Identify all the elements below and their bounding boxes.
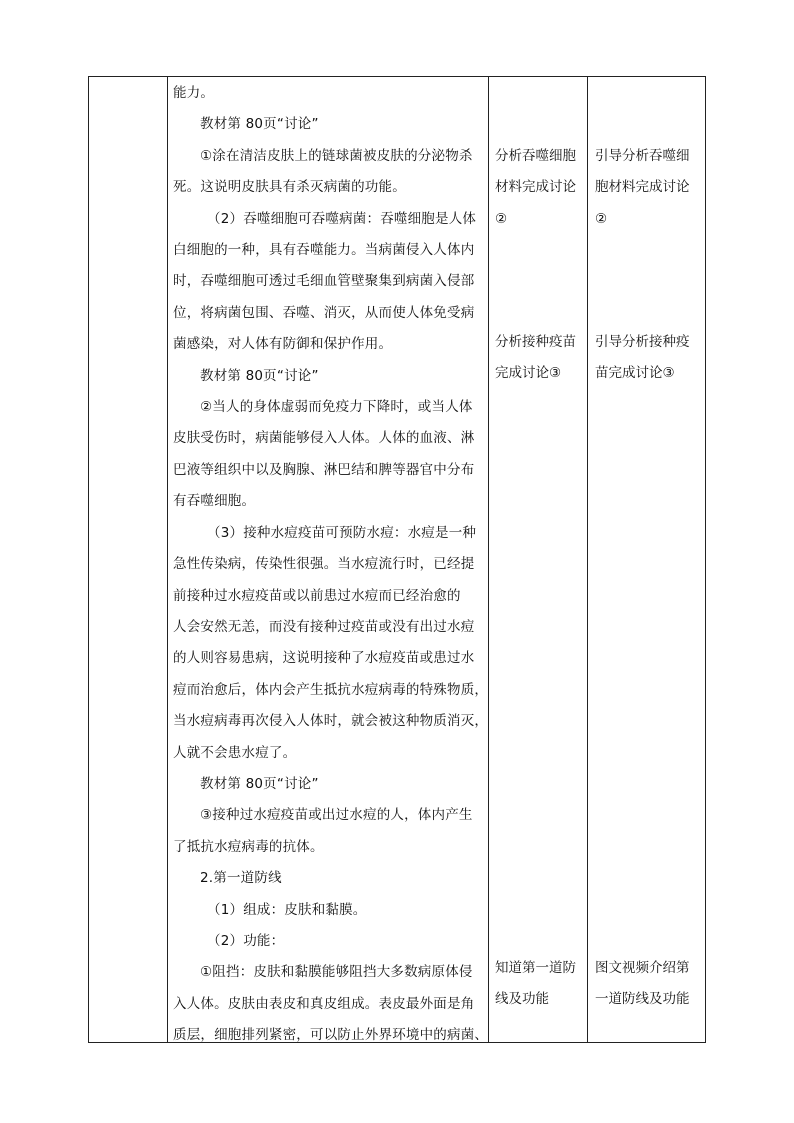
guide-line: 苗完成讨论③ [595,365,675,382]
activity-line: 线及功能 [495,991,549,1008]
content-line: 有吞噬细胞。 [173,493,256,510]
content-line: 当水痘病毒再次侵入人体时，就会被这种物质消灭， [173,713,489,730]
guide-line: 一道防线及功能 [595,991,690,1008]
column-divider-1 [167,76,168,1043]
content-line: ①涂在清洁皮肤上的链球菌被皮肤的分泌物杀 [200,147,473,164]
content-line: 人就不会患水痘了。 [173,744,297,761]
content-line: 教材第 80页“讨论” [200,116,319,133]
content-line: ①阻挡：皮肤和黏膜能够阻挡大多数病原体侵 [200,964,473,981]
content-line: （2）功能： [207,932,285,949]
content-column [173,78,489,1052]
content-line: 白细胞的一种，具有吞噬能力。当病菌侵入人体内 [173,242,475,259]
content-line: 质层，细胞排列紧密，可以防止外界环境中的病菌、 [173,1027,489,1044]
content-line: 了抵抗水痘病毒的抗体。 [173,838,324,855]
content-line: 2.第一道防线 [200,870,282,887]
content-line: 菌感染，对人体有防御和保护作用。 [173,336,393,353]
student-activity-block-2 [495,327,583,390]
content-line: 人会安然无恙，而没有接种过疫苗或没有出过水痘 [173,618,475,635]
activity-line: 知道第一道防 [495,960,576,976]
content-line: 能力。 [173,85,215,101]
content-line: 死。这说明皮肤具有杀灭病菌的功能。 [173,179,406,196]
content-line: 巴液等组织中以及胸腺、淋巴结和脾等器官中分布 [173,461,475,478]
teacher-activity-block-1 [595,141,705,235]
content-line: 的人则容易患病，这说明接种了水痘疫苗或患过水 [173,650,475,667]
guide-line: 引导分析吞噬细 [595,148,690,164]
teacher-activity-block-3 [595,953,705,1016]
student-activity-block-1 [495,141,583,235]
guide-line: ② [595,210,608,227]
content-line: 急性传染病，传染性很强。当水痘流行时，已经提 [173,556,475,573]
content-line: （3）接种水痘疫苗可预防水痘：水痘是一种 [207,524,477,541]
content-line: 时，吞噬细胞可透过毛细血管壁聚集到病菌入侵部 [173,273,475,290]
activity-line: ② [495,210,508,227]
activity-line: 完成讨论③ [495,365,562,382]
content-line: ③接种过水痘疫苗或出过水痘的人，体内产生 [200,807,473,824]
student-activity-block-3 [495,953,583,1016]
guide-line: 图文视频介绍第 [595,960,690,976]
activity-line: 材料完成讨论 [495,179,576,196]
content-line: 入人体。皮肤由表皮和真皮组成。表皮最外面是角 [173,995,475,1012]
content-line: 皮肤受伤时，病菌能够侵入人体。人体的血液、淋 [173,430,475,447]
content-line: 前接种过水痘疫苗或以前患过水痘而已经治愈的 [173,587,461,604]
content-line: （1）组成：皮肤和黏膜。 [207,901,367,918]
content-line: 痘而治愈后，体内会产生抵抗水痘病毒的特殊物质， [173,681,489,698]
activity-line: 分析吞噬细胞 [495,148,576,164]
content-line: 教材第 80页“讨论” [200,775,319,792]
column-divider-3 [587,76,588,1043]
guide-line: 引导分析接种疫 [595,334,690,350]
content-line: （2）吞噬细胞可吞噬病菌：吞噬细胞是人体 [207,210,477,227]
guide-line: 胞材料完成讨论 [595,179,690,196]
content-line: 位，将病菌包围、吞噬、消灭，从而使人体免受病 [173,304,475,321]
content-line: 教材第 80页“讨论” [200,367,319,384]
column-divider-2 [488,76,489,1043]
content-line: ②当人的身体虚弱而免疫力下降时，或当人体 [200,399,473,416]
activity-line: 分析接种疫苗 [495,334,576,350]
teacher-activity-block-2 [595,327,705,390]
